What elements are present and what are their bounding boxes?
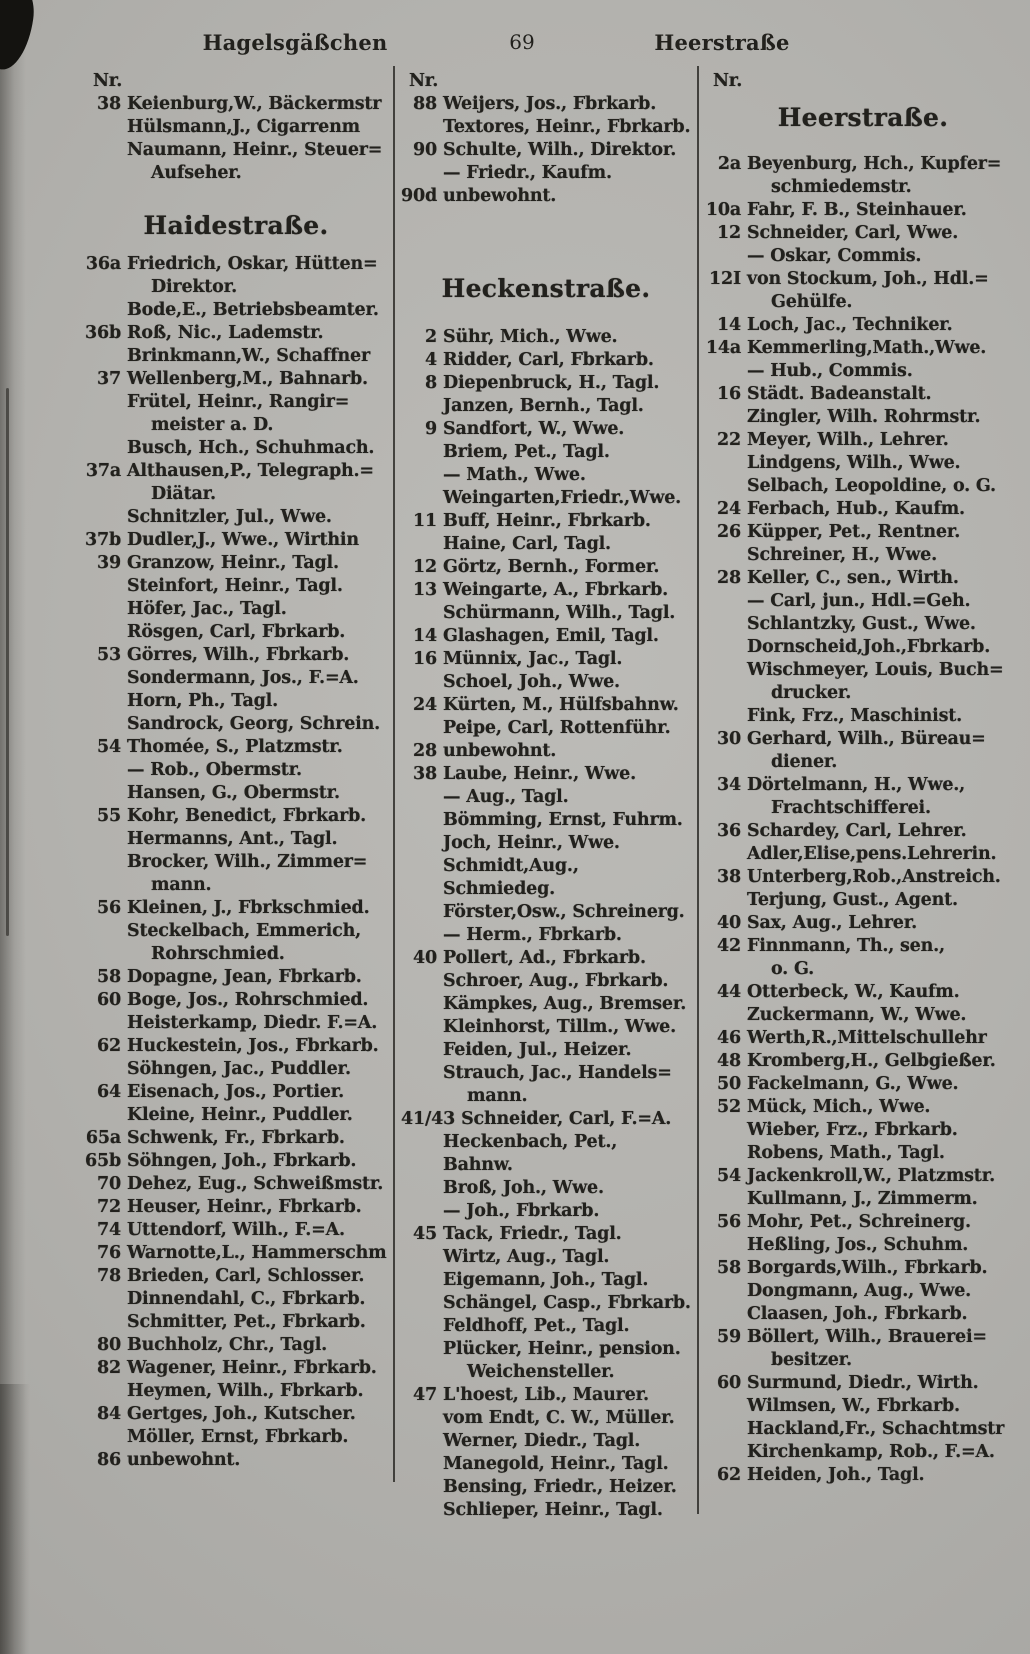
continuation-line: besitzer. [771,1350,852,1370]
resident-line: Briem, Pet., Tagl. [443,442,610,462]
resident-line: Rösgen, Carl, Fbrkarb. [127,622,346,642]
house-number: 72 [97,1197,121,1217]
continuation-line: Direktor. [151,277,237,297]
column-gap [401,208,691,264]
house-number: 16 [413,649,437,669]
resident-line: Höfer, Jac., Tagl. [127,599,287,619]
entry-line: 14 Loch, Jac., Techniker. [705,314,1021,337]
entry-line: 60 Boge, Jos., Rohrschmied. [85,989,387,1012]
resident-line: Söhngen, Jac., Puddler. [127,1059,351,1079]
entry-line: 80 Buchholz, Chr., Tagl. [85,1334,387,1357]
house-number: 40 [717,913,741,933]
house-number: 40 [413,948,437,968]
house-number: 12 [413,557,437,577]
street-heading: Heckenstraße. [441,274,651,303]
column-left [85,70,387,1472]
nr-column-label: Nr. [409,71,439,91]
resident-line: Wieber, Frz., Fbrkarb. [747,1120,958,1140]
house-number: 55 [97,806,121,826]
house-number: 65a [85,1128,121,1148]
continuation-line: Frachtschifferei. [771,798,931,818]
continuation-line: Gehülfe. [771,292,853,312]
resident-line: Steckelbach, Emmerich, [127,921,362,941]
resident-line: Wischmeyer, Louis, Buch= [747,660,1004,680]
house-number: 12I [709,269,741,289]
entry-line: 58 Dopagne, Jean, Fbrkarb. [85,966,387,989]
entry-line: 54 Jackenkroll,W., Platzmstr. [705,1165,1021,1188]
entry-line: 50 Fackelmann, G., Wwe. [705,1073,1021,1096]
resident-line: Plücker, Heinr., pension. [443,1339,681,1359]
resident-line: Dongmann, Aug., Wwe. [747,1281,972,1301]
house-number: 53 [97,645,121,665]
entry-line: 16 Städt. Badeanstalt. [705,383,1021,406]
entry-line: 13 Weingarte, A., Fbrkarb. [401,579,691,602]
column-gap [85,185,387,201]
house-number: 41/43 [401,1109,456,1129]
continuation-line: Weichensteller. [467,1362,615,1382]
nr-column-label: Nr. [93,71,123,91]
house-number: 11 [413,511,437,531]
resident-line: Manegold, Heinr., Tagl. [443,1454,669,1474]
resident-line: Wirtz, Aug., Tagl. [443,1247,610,1267]
resident-line: Claasen, Joh., Fbrkarb. [747,1304,968,1324]
house-number: 88 [413,94,437,114]
resident-line: Brinkmann,W., Schaffner [127,346,370,366]
entry-line: 11 Buff, Heinr., Fbrkarb. [401,510,691,533]
house-number: 37 [97,369,121,389]
entry-line: 30 Gerhard, Wilh., Büreau= [705,728,1021,751]
house-number: 28 [717,568,741,588]
nr-column-label: Nr. [713,71,743,91]
house-number: 36b [85,323,121,343]
house-number: 70 [97,1174,121,1194]
house-number: 8 [425,373,437,393]
resident-line: Schmitter, Pet., Fbrkarb. [127,1312,366,1332]
resident-line: Schürmann, Wilh., Tagl. [443,603,676,623]
house-number: 22 [717,430,741,450]
house-number: 14 [413,626,437,646]
entry-line: 40 Sax, Aug., Lehrer. [705,912,1021,935]
resident-line: Frütel, Heinr., Rangir= [127,392,350,412]
scan-edge-smudge [0,1384,30,1654]
house-number: 13 [413,580,437,600]
resident-line: Förster,Osw., Schreinerg. [443,902,685,922]
house-number: 37a [85,461,121,481]
resident-line: Schmidt,Aug., Schmiedeg. [443,856,579,899]
continuation-line: diener. [771,752,838,772]
entry-line: 62 Heiden, Joh., Tagl. [705,1464,1021,1487]
resident-line: — Friedr., Kaufm. [443,163,612,183]
entry-line: 65a Schwenk, Fr., Fbrkarb. [85,1128,345,1148]
entry-line: 54 Thomée, S., Platzmstr. [85,736,387,759]
house-number: 82 [97,1358,121,1378]
resident-line: Sondermann, Jos., F.=A. [127,668,359,688]
resident-line: Joch, Heinr., Wwe. [443,833,620,853]
entry-line: 86 unbewohnt. [85,1449,387,1472]
house-number: 47 [413,1385,437,1405]
continuation-line: schmiedemstr. [771,177,912,197]
resident-line: Naumann, Heinr., Steuer= [127,140,383,160]
resident-line: — Rob., Obermstr. [127,760,302,780]
house-number: 62 [97,1036,121,1056]
entry-line: 45 Tack, Friedr., Tagl. [401,1223,691,1246]
resident-line: Lindgens, Wilh., Wwe. [747,453,961,473]
house-number: 34 [717,775,741,795]
entry-line: 2 Sühr, Mich., Wwe. [401,326,691,349]
column-gap [401,316,691,326]
resident-line: Zuckermann, W., Wwe. [747,1005,967,1025]
scan-artifact-line [6,388,9,936]
house-number: 36 [717,821,741,841]
column-middle [401,70,691,1522]
house-number: 86 [97,1450,121,1470]
house-number: 14 [717,315,741,335]
resident-line: Strauch, Jac., Handels= [443,1063,672,1083]
entry-line: 14a Kemmerling,Math.,Wwe. [705,338,987,358]
entry-line: 28 unbewohnt. [401,740,691,763]
resident-line: Wilmsen, W., Fbrkarb. [747,1396,960,1416]
resident-line: Terjung, Gust., Agent. [747,890,958,910]
entry-line: 78 Brieden, Carl, Schlosser. [85,1265,387,1288]
continuation-line: mann. [467,1086,528,1106]
resident-line: Adler,Elise,pens.Lehrerin. [747,844,997,864]
entry-line: 48 Kromberg,H., Gelbgießer. [705,1050,1021,1073]
resident-line: Eigemann, Joh., Tagl. [443,1270,649,1290]
resident-line: Feiden, Jul., Heizer. [443,1040,632,1060]
resident-line: Busch, Hch., Schuhmach. [127,438,375,458]
entry-line: 12I von Stockum, Joh., Hdl.= [705,268,1021,291]
continuation-line: o. G. [771,959,814,979]
house-number: 74 [97,1220,121,1240]
entry-line: 60 Surmund, Diedr., Wirth. [705,1372,1021,1395]
resident-line: — Aug., Tagl. [443,787,569,807]
house-number: 37b [85,530,121,550]
continuation-line: Rohrschmied. [151,944,285,964]
house-number: 24 [413,695,437,715]
resident-line: Dinnendahl, C., Fbrkarb. [127,1289,366,1309]
house-number: 38 [717,867,741,887]
entry-line: 9 Sandfort, W., Wwe. [401,418,691,441]
entry-line: 16 Münnix, Jac., Tagl. [401,648,691,671]
resident-line: Bode,E., Betriebsbeamter. [127,300,379,320]
house-number: 10a [705,200,741,220]
entry-line: 37 Wellenberg,M., Bahnarb. [85,368,387,391]
house-number: 46 [717,1028,741,1048]
resident-line: Selbach, Leopoldine, o. G. [747,476,996,496]
house-number: 58 [717,1258,741,1278]
house-number: 26 [717,522,741,542]
entry-line: 38 Unterberg,Rob.,Anstreich. [705,866,1021,889]
entry-line: 56 Kleinen, J., Fbrkschmied. [85,897,387,920]
column-divider [393,66,395,1482]
continuation-line: Diätar. [151,484,216,504]
resident-line: Bensing, Friedr., Heizer. [443,1477,677,1497]
entry-line: 36 Schardey, Carl, Lehrer. [705,820,1021,843]
resident-line: Schreiner, H., Wwe. [747,545,937,565]
page-number: 69 [509,30,535,54]
entry-line: 42 Finnmann, Th., sen., [705,935,1021,958]
resident-line: Hülsmann,J., Cigarrenm [127,117,360,137]
column-right [705,70,1021,1487]
entry-line: 36b Roß, Nic., Lademstr. [85,323,324,343]
resident-line: Hansen, G., Obermstr. [127,783,340,803]
house-number: 52 [717,1097,741,1117]
resident-line: Schlieper, Heinr., Tagl. [443,1500,663,1520]
house-number: 2 [425,327,437,347]
house-number: 50 [717,1074,741,1094]
resident-line: — Herm., Fbrkarb. [443,925,622,945]
house-number: 28 [413,741,437,761]
house-number: 4 [425,350,437,370]
entry-line: 74 Uttendorf, Wilh., F.=A. [85,1219,387,1242]
entry-line: 59 Böllert, Wilh., Brauerei= [705,1326,1021,1349]
house-number: 84 [97,1404,121,1424]
entry-line: 47 L'hoest, Lib., Maurer. [401,1384,691,1407]
entry-line: 38 Laube, Heinr., Wwe. [401,763,691,786]
house-number: 24 [717,499,741,519]
resident-line: — Oskar, Commis. [747,246,922,266]
resident-line: Heckenbach, Pet., Bahnw. [443,1132,618,1175]
resident-line: Robens, Math., Tagl. [747,1143,945,1163]
resident-line: Brocker, Wilh., Zimmer= [127,852,368,872]
resident-line: Bömming, Ernst, Fuhrm. [443,810,683,830]
entry-line: 12 Görtz, Bernh., Former. [401,556,691,579]
house-number: 54 [97,737,121,757]
entry-line: 8 Diepenbruck, H., Tagl. [401,372,691,395]
entry-line: 65b Söhngen, Joh., Fbrkarb. [85,1151,357,1171]
entry-line: 10a Fahr, F. B., Steinhauer. [705,200,967,220]
resident-line: Schnitzler, Jul., Wwe. [127,507,332,527]
entry-line: 88 Weijers, Jos., Fbrkarb. [401,93,691,116]
resident-line: Kirchenkamp, Rob., F.=A. [747,1442,995,1462]
house-number: 56 [717,1212,741,1232]
resident-line: Kleinhorst, Tillm., Wwe. [443,1017,677,1037]
entry-line: 82 Wagener, Heinr., Fbrkarb. [85,1357,387,1380]
entry-line: 4 Ridder, Carl, Fbrkarb. [401,349,691,372]
house-number: 2a [717,154,741,174]
entry-line: 14 Glashagen, Emil, Tagl. [401,625,691,648]
continuation-line: mann. [151,875,212,895]
entry-line: 46 Werth,R.,Mittelschullehr [705,1027,1021,1050]
house-number: 80 [97,1335,121,1355]
resident-line: Steinfort, Heinr., Tagl. [127,576,343,596]
house-number: 58 [97,967,121,987]
continuation-line: drucker. [771,683,852,703]
entry-line: 28 Keller, C., sen., Wirth. [705,567,1021,590]
house-number: 60 [97,990,121,1010]
running-header-right: Heerstraße [654,30,790,55]
house-number: 30 [717,729,741,749]
entry-line: 90d unbewohnt. [401,186,557,206]
entry-line: 38 Keienburg,W., Bäckermstr [85,93,387,116]
house-number: 90d [401,186,437,206]
house-number: 9 [425,419,437,439]
resident-line: Kullmann, J., Zimmerm. [747,1189,978,1209]
resident-line: Hackland,Fr., Schachtmstr [747,1419,1005,1439]
resident-line: Janzen, Bernh., Tagl. [443,396,644,416]
entry-line: 26 Küpper, Pet., Rentner. [705,521,1021,544]
house-number: 54 [717,1166,741,1186]
column-divider [697,66,699,1514]
house-number: 64 [97,1082,121,1102]
entry-line: 22 Meyer, Wilh., Lehrer. [705,429,1021,452]
resident-line: Heymen, Wilh., Fbrkarb. [127,1381,364,1401]
resident-line: Möller, Ernst, Fbrkarb. [127,1427,349,1447]
resident-line: Kleine, Heinr., Puddler. [127,1105,353,1125]
resident-line: Schroer, Aug., Fbrkarb. [443,971,669,991]
house-number: 60 [717,1373,741,1393]
resident-line: Heßling, Jos., Schuhm. [747,1235,969,1255]
resident-line: Heisterkamp, Diedr. F.=A. [127,1013,378,1033]
house-number: 12 [717,223,741,243]
house-number: 44 [717,982,741,1002]
entry-line: 53 Görres, Wilh., Fbrkarb. [85,644,387,667]
house-number: 42 [717,936,741,956]
resident-line: — Math., Wwe. [443,465,586,485]
resident-line: Kämpkes, Aug., Bremser. [443,994,687,1014]
street-heading: Heerstraße. [777,103,949,132]
resident-line: — Joh., Fbrkarb. [443,1201,600,1221]
house-number: 65b [85,1151,121,1171]
house-number: 45 [413,1224,437,1244]
house-number: 62 [717,1465,741,1485]
entry-line: 12 Schneider, Carl, Wwe. [705,222,1021,245]
house-number: 48 [717,1051,741,1071]
resident-line: Haine, Carl, Tagl. [443,534,611,554]
resident-line: Peipe, Carl, Rottenführ. [443,718,671,738]
house-number: 76 [97,1243,121,1263]
column-gap [705,145,1021,153]
entry-line: 37b Dudler,J., Wwe., Wirthin [85,530,359,550]
running-header-left: Hagelsgäßchen [202,30,388,55]
house-number: 38 [413,764,437,784]
entry-line: 56 Mohr, Pet., Schreinerg. [705,1211,1021,1234]
entry-line: 44 Otterbeck, W., Kaufm. [705,981,1021,1004]
resident-line: Broß, Joh., Wwe. [443,1178,604,1198]
house-number: 90 [413,140,437,160]
entry-line: 55 Kohr, Benedict, Fbrkarb. [85,805,387,828]
resident-line: Schoel, Joh., Wwe. [443,672,620,692]
resident-line: Zingler, Wilh. Rohrmstr. [747,407,981,427]
entry-line: 40 Pollert, Ad., Fbrkarb. [401,947,691,970]
resident-line: Hermanns, Ant., Tagl. [127,829,338,849]
house-number: 78 [97,1266,121,1286]
resident-line: Sandrock, Georg, Schrein. [127,714,381,734]
resident-line: Schängel, Casp., Fbrkarb. [443,1293,691,1313]
entry-line: 36a Friedrich, Oskar, Hütten= [85,254,378,274]
continuation-line: Aufseher. [151,163,242,183]
entry-line: 37a Althausen,P., Telegraph.= [85,461,374,481]
resident-line: Horn, Ph., Tagl. [127,691,278,711]
entry-line: 24 Kürten, M., Hülfsbahnw. [401,694,691,717]
resident-line: Dornscheid,Joh.,Fbrkarb. [747,637,991,657]
resident-line: Fink, Frz., Maschinist. [747,706,963,726]
resident-line: Feldhoff, Pet., Tagl. [443,1316,630,1336]
entry-line: 84 Gertges, Joh., Kutscher. [85,1403,387,1426]
entry-line: 76 Warnotte,L., Hammerschm [85,1242,387,1265]
entry-line: 90 Schulte, Wilh., Direktor. [401,139,691,162]
entry-line: 2a Beyenburg, Hch., Kupfer= [705,153,1021,176]
resident-line: Textores, Heinr., Fbrkarb. [443,117,691,137]
entry-line: 34 Dörtelmann, H., Wwe., [705,774,1021,797]
resident-line: — Hub., Commis. [747,361,913,381]
entry-line: 64 Eisenach, Jos., Portier. [85,1081,387,1104]
continuation-line: meister a. D. [151,415,274,435]
entry-line: 72 Heuser, Heinr., Fbrkarb. [85,1196,387,1219]
street-heading: Haidestraße. [143,211,329,240]
entry-line: 62 Huckestein, Jos., Fbrkarb. [85,1035,387,1058]
house-number: 14a [705,338,741,358]
entry-line: 58 Borgards,Wilh., Fbrkarb. [705,1257,1021,1280]
entry-line: 41/43 Schneider, Carl, F.=A. [401,1109,672,1129]
house-number: 16 [717,384,741,404]
resident-line: vom Endt, C. W., Müller. [443,1408,675,1428]
entry-line: 24 Ferbach, Hub., Kaufm. [705,498,1021,521]
resident-line: Werner, Diedr., Tagl. [443,1431,641,1451]
entry-line: 52 Mück, Mich., Wwe. [705,1096,1021,1119]
house-number: 56 [97,898,121,918]
house-number: 38 [97,94,121,114]
entry-line: 70 Dehez, Eug., Schweißmstr. [85,1173,387,1196]
resident-line: — Carl, jun., Hdl.=Geh. [747,591,971,611]
house-number: 59 [717,1327,741,1347]
resident-line: Schlantzky, Gust., Wwe. [747,614,976,634]
house-number: 39 [97,553,121,573]
entry-line: 39 Granzow, Heinr., Tagl. [85,552,387,575]
house-number: 36a [85,254,121,274]
resident-line: Weingarten,Friedr.,Wwe. [443,488,682,508]
